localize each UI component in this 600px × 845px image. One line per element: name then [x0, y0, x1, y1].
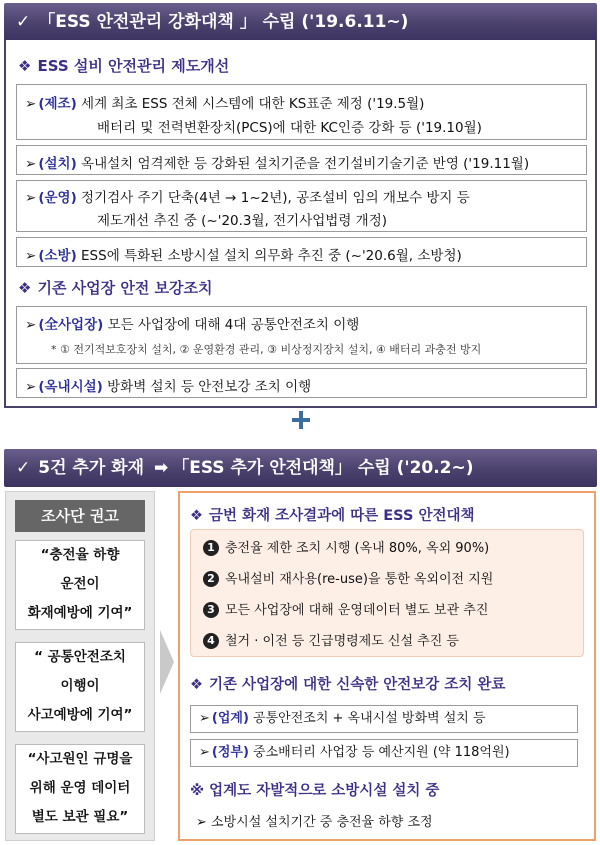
arrow-icon: ➢: [25, 379, 37, 395]
list-item: 1 충전율 제한 조치 시행 (옥내 80%, 옥외 90%): [203, 537, 489, 556]
diamond-icon: ❖: [18, 57, 32, 75]
measures-list: [190, 529, 584, 657]
list-item-operation: ➢ (운영) 정기검사 주기 단축(4년 → 1~2년), 공조설비 임의 개보수 방지 등 제도개선 추진 중 (~'20.3월, 전기사업법령 개정): [16, 180, 587, 232]
diamond-icon: ❖: [190, 508, 203, 524]
recommendation-box: “ 공통안전조치 이행이 사고예방에 기여”: [15, 642, 145, 732]
recommendation-title: 조사단 권고: [15, 500, 145, 532]
list-item-firefighting: ➢ (소방) ESS에 특화된 소방시설 설치 의무화 추진 중 (~'20.6월, 소방청): [16, 237, 587, 267]
recommendation-box: “충전율 하향 운전이 화재예방에 기여”: [15, 540, 145, 630]
plus-icon: [292, 411, 310, 429]
measures-box: [178, 491, 596, 841]
header-bar-2: [4, 449, 597, 487]
arrow-icon: ➢: [199, 711, 210, 726]
arrow-icon: ➢: [199, 745, 210, 760]
list-item-indoor: ➢ (옥내시설) 방화벽 설치 등 안전보강 조치 이행: [16, 368, 587, 398]
measures-section-title: ❖ 금번 화재 조사결과에 따른 ESS 안전대책: [190, 508, 475, 524]
arrow-icon: ➢: [25, 190, 37, 206]
list-item: 4 철거 · 이전 등 긴급명령제도 신설 추진 등: [203, 630, 459, 649]
check-icon: ✓: [16, 458, 31, 478]
header-title-1: 「ESS 안전관리 강화대책 」 수립 ('19.6.11~): [38, 12, 409, 32]
recommendation-box: “사고원인 규명을 위해 운영 데이터 별도 보관 필요”: [15, 744, 145, 834]
list-item-manufacture: ➢ (제조) 세계 최초 ESS 전체 시스템에 대한 KS표준 제정 ('19.5월) 배터리 및 전력변환장치(PCS)에 대한 KC인증 강화 등 ('19.10월): [16, 84, 587, 140]
diamond-icon: ❖: [190, 677, 203, 693]
charge-rate-note: ➢ 소방시설 설치기간 중 충전율 하향 조정: [196, 815, 433, 830]
diamond-icon: ❖: [18, 279, 32, 297]
header-prefix-2: 5건 추가 화재: [38, 458, 145, 478]
arrow-icon: ➢: [25, 248, 37, 264]
right-arrow-icon: ➡: [153, 458, 169, 478]
reinforcement-section-title: ❖ 기존 사업장에 대한 신속한 안전보강 조치 완료: [190, 677, 506, 693]
header-title-2: 「ESS 추가 안전대책」 수립 ('20.2~): [172, 458, 474, 478]
arrow-icon: ➢: [25, 156, 37, 172]
chevron-right-icon: [160, 630, 174, 694]
section-title-2: ❖ 기존 사업장 안전 보강조치: [18, 279, 213, 297]
header-bar-1: [4, 3, 597, 41]
section-title-1: ❖ ESS 설비 안전관리 제도개선: [18, 57, 230, 75]
check-icon: ✓: [16, 12, 31, 32]
recommendation-panel: [5, 491, 155, 841]
list-item-all-sites: ➢ (全사업장) 모든 사업장에 대해 4대 공통안전조치 이행 * ① 전기적보호장치 설치, ② 운영환경 관리, ③ 비상정지장치 설치, ④ 배터리 과충전 방지: [16, 306, 587, 364]
list-item: 3 모든 사업장에 대해 운영데이터 별도 보관 추진: [203, 599, 488, 618]
list-item-install: ➢ (설치) 옥내설치 엄격제한 등 강화된 설치기준을 전기설비기술기준 반영 ('19.11월): [16, 145, 587, 175]
list-item: 2 옥내설비 재사용(re-use)을 통한 옥외이전 지원: [203, 568, 493, 587]
footnote: * ① 전기적보호장치 설치, ② 운영환경 관리, ③ 비상정지장치 설치, ④ 배터리 과충전 방지: [51, 343, 482, 356]
voluntary-note: ※ 업계도 자발적으로 소방시설 설치 중: [190, 783, 440, 799]
list-item-government: ➢ (정부) 중소배터리 사업장 등 예산지원 (약 118억원): [190, 739, 578, 767]
arrow-icon: ➢: [25, 317, 37, 333]
policy-box-1: [4, 40, 597, 408]
arrow-icon: ➢: [25, 96, 37, 112]
list-item-industry: ➢ (업계) 공통안전조치 + 옥내시설 방화벽 설치 등: [190, 705, 578, 733]
